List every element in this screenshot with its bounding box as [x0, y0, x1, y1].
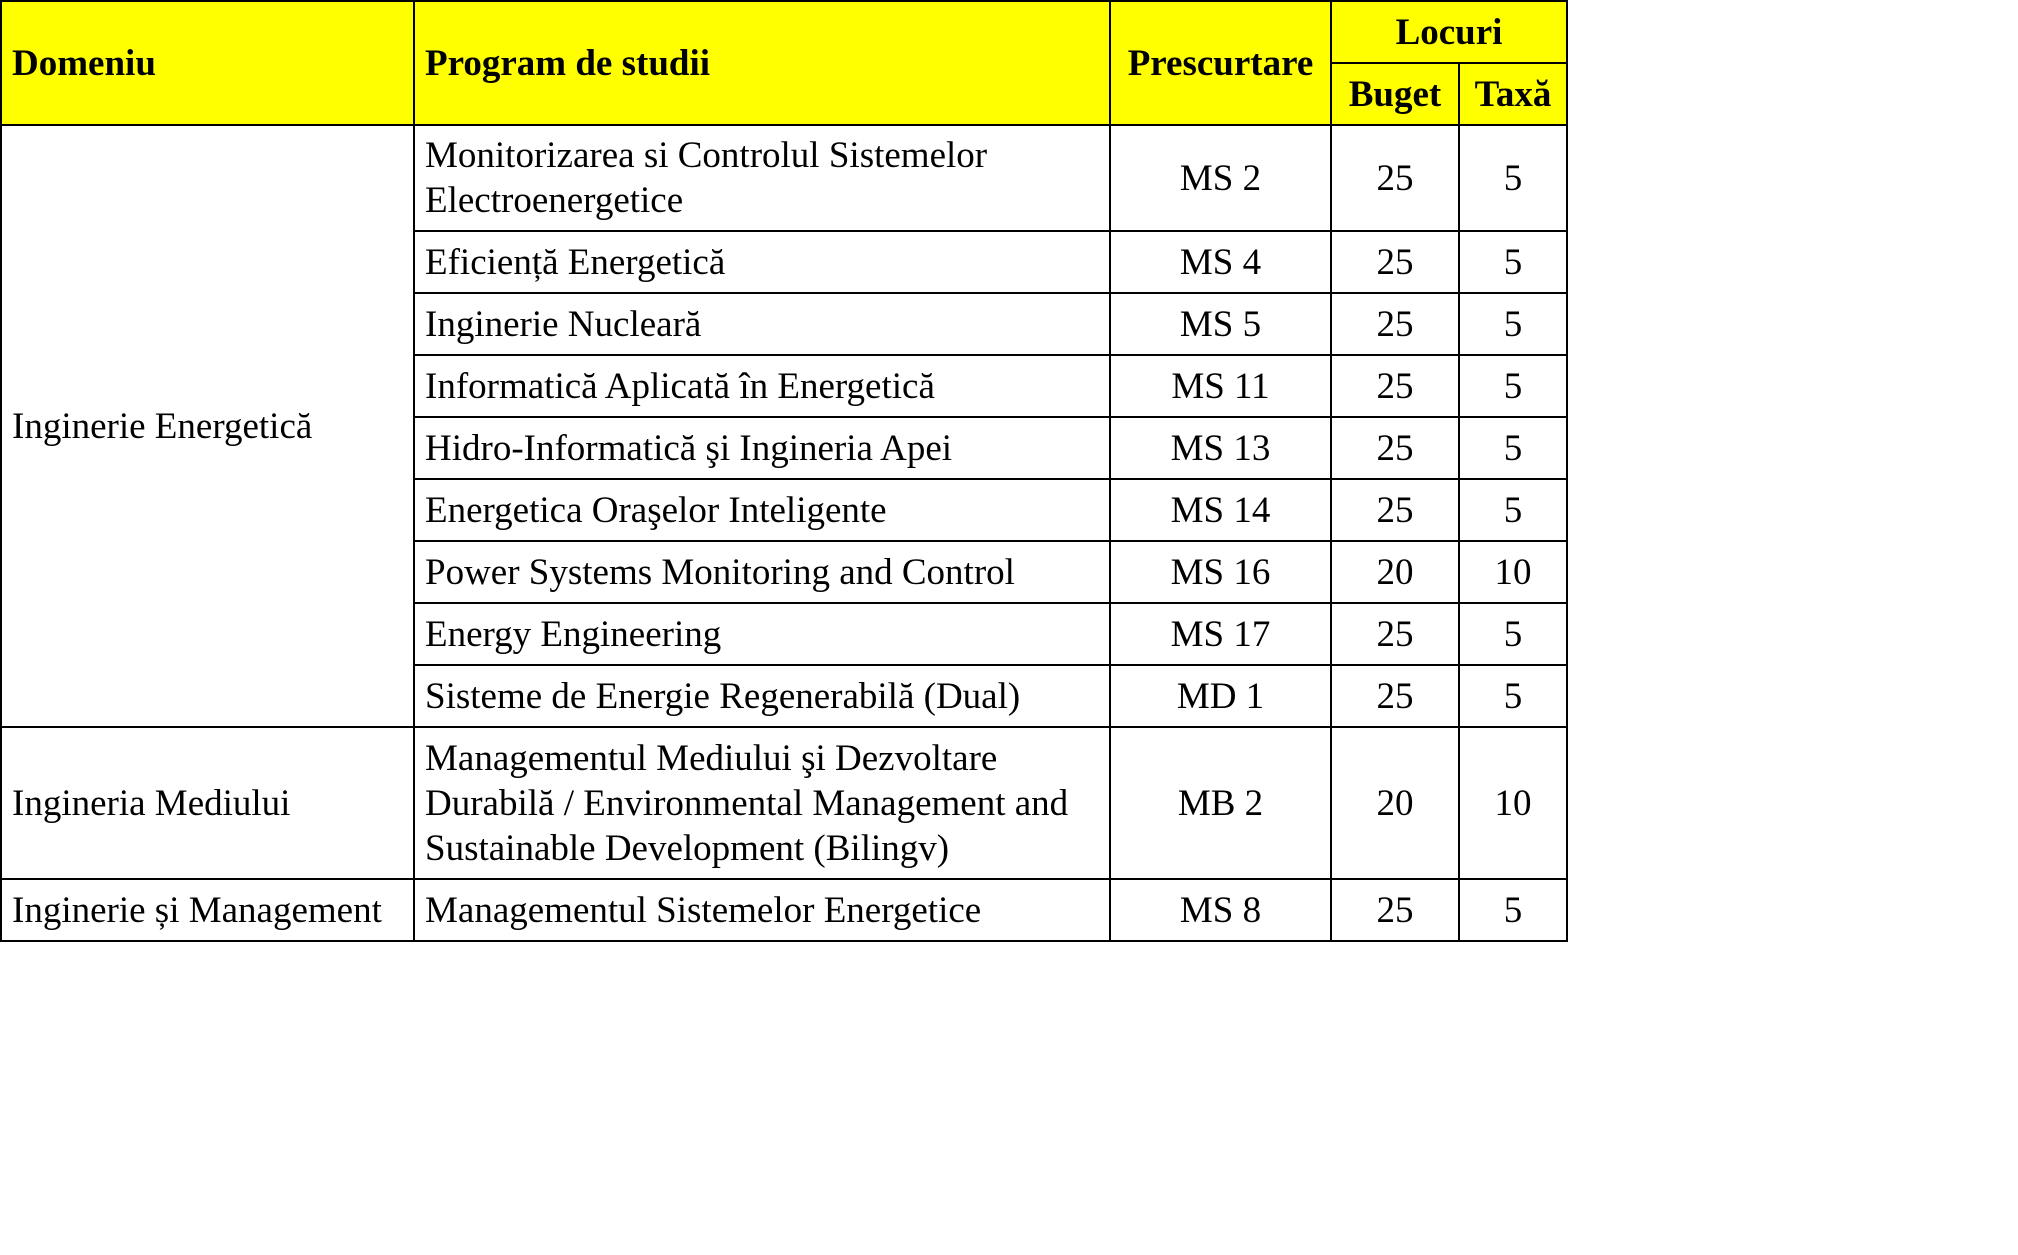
- header-program: Program de studii: [414, 1, 1110, 125]
- program-cell: Eficiență Energetică: [414, 231, 1110, 293]
- taxa-cell: 5: [1459, 879, 1567, 941]
- program-cell: Hidro-Informatică şi Ingineria Apei: [414, 417, 1110, 479]
- taxa-cell: 5: [1459, 355, 1567, 417]
- code-cell: MS 5: [1110, 293, 1331, 355]
- taxa-cell: 5: [1459, 417, 1567, 479]
- code-cell: MB 2: [1110, 727, 1331, 879]
- table-row: [1, 879, 1567, 941]
- buget-cell: 20: [1331, 727, 1459, 879]
- buget-cell: 25: [1331, 355, 1459, 417]
- taxa-cell: 5: [1459, 293, 1567, 355]
- buget-cell: 25: [1331, 603, 1459, 665]
- table-row: [1, 125, 1567, 231]
- taxa-cell: 10: [1459, 727, 1567, 879]
- program-cell: Managementul Sistemelor Energetice: [414, 879, 1110, 941]
- domain-cell: Ingineria Mediului: [1, 727, 414, 879]
- code-cell: MS 13: [1110, 417, 1331, 479]
- domain-cell: Inginerie Energetică: [1, 125, 414, 727]
- buget-cell: 25: [1331, 417, 1459, 479]
- program-cell: Monitorizarea si Controlul Sistemelor Electroenergetice: [414, 125, 1110, 231]
- code-cell: MS 2: [1110, 125, 1331, 231]
- code-cell: MS 11: [1110, 355, 1331, 417]
- code-cell: MD 1: [1110, 665, 1331, 727]
- taxa-cell: 5: [1459, 665, 1567, 727]
- domain-cell: Inginerie și Management: [1, 879, 414, 941]
- program-cell: Energetica Oraşelor Inteligente: [414, 479, 1110, 541]
- header-buget: Buget: [1331, 63, 1459, 125]
- buget-cell: 25: [1331, 879, 1459, 941]
- taxa-cell: 5: [1459, 603, 1567, 665]
- taxa-cell: 5: [1459, 231, 1567, 293]
- program-cell: Inginerie Nucleară: [414, 293, 1110, 355]
- program-cell: Informatică Aplicată în Energetică: [414, 355, 1110, 417]
- buget-cell: 25: [1331, 231, 1459, 293]
- code-cell: MS 14: [1110, 479, 1331, 541]
- header-locuri: Locuri: [1331, 1, 1567, 63]
- header-taxa: Taxă: [1459, 63, 1567, 125]
- buget-cell: 25: [1331, 293, 1459, 355]
- code-cell: MS 16: [1110, 541, 1331, 603]
- header-row: [1, 1, 1567, 63]
- buget-cell: 25: [1331, 665, 1459, 727]
- taxa-cell: 5: [1459, 125, 1567, 231]
- program-cell: Energy Engineering: [414, 603, 1110, 665]
- header-prescurtare: Prescurtare: [1110, 1, 1331, 125]
- taxa-cell: 10: [1459, 541, 1567, 603]
- code-cell: MS 4: [1110, 231, 1331, 293]
- buget-cell: 25: [1331, 125, 1459, 231]
- code-cell: MS 8: [1110, 879, 1331, 941]
- buget-cell: 25: [1331, 479, 1459, 541]
- header-domeniu: Domeniu: [1, 1, 414, 125]
- taxa-cell: 5: [1459, 479, 1567, 541]
- code-cell: MS 17: [1110, 603, 1331, 665]
- buget-cell: 20: [1331, 541, 1459, 603]
- program-cell: Power Systems Monitoring and Control: [414, 541, 1110, 603]
- program-cell: Sisteme de Energie Regenerabilă (Dual): [414, 665, 1110, 727]
- table-row: [1, 727, 1567, 879]
- program-cell: Managementul Mediului şi Dezvoltare Durabilă / Environmental Management and Sustainable Development (Bilingv): [414, 727, 1110, 879]
